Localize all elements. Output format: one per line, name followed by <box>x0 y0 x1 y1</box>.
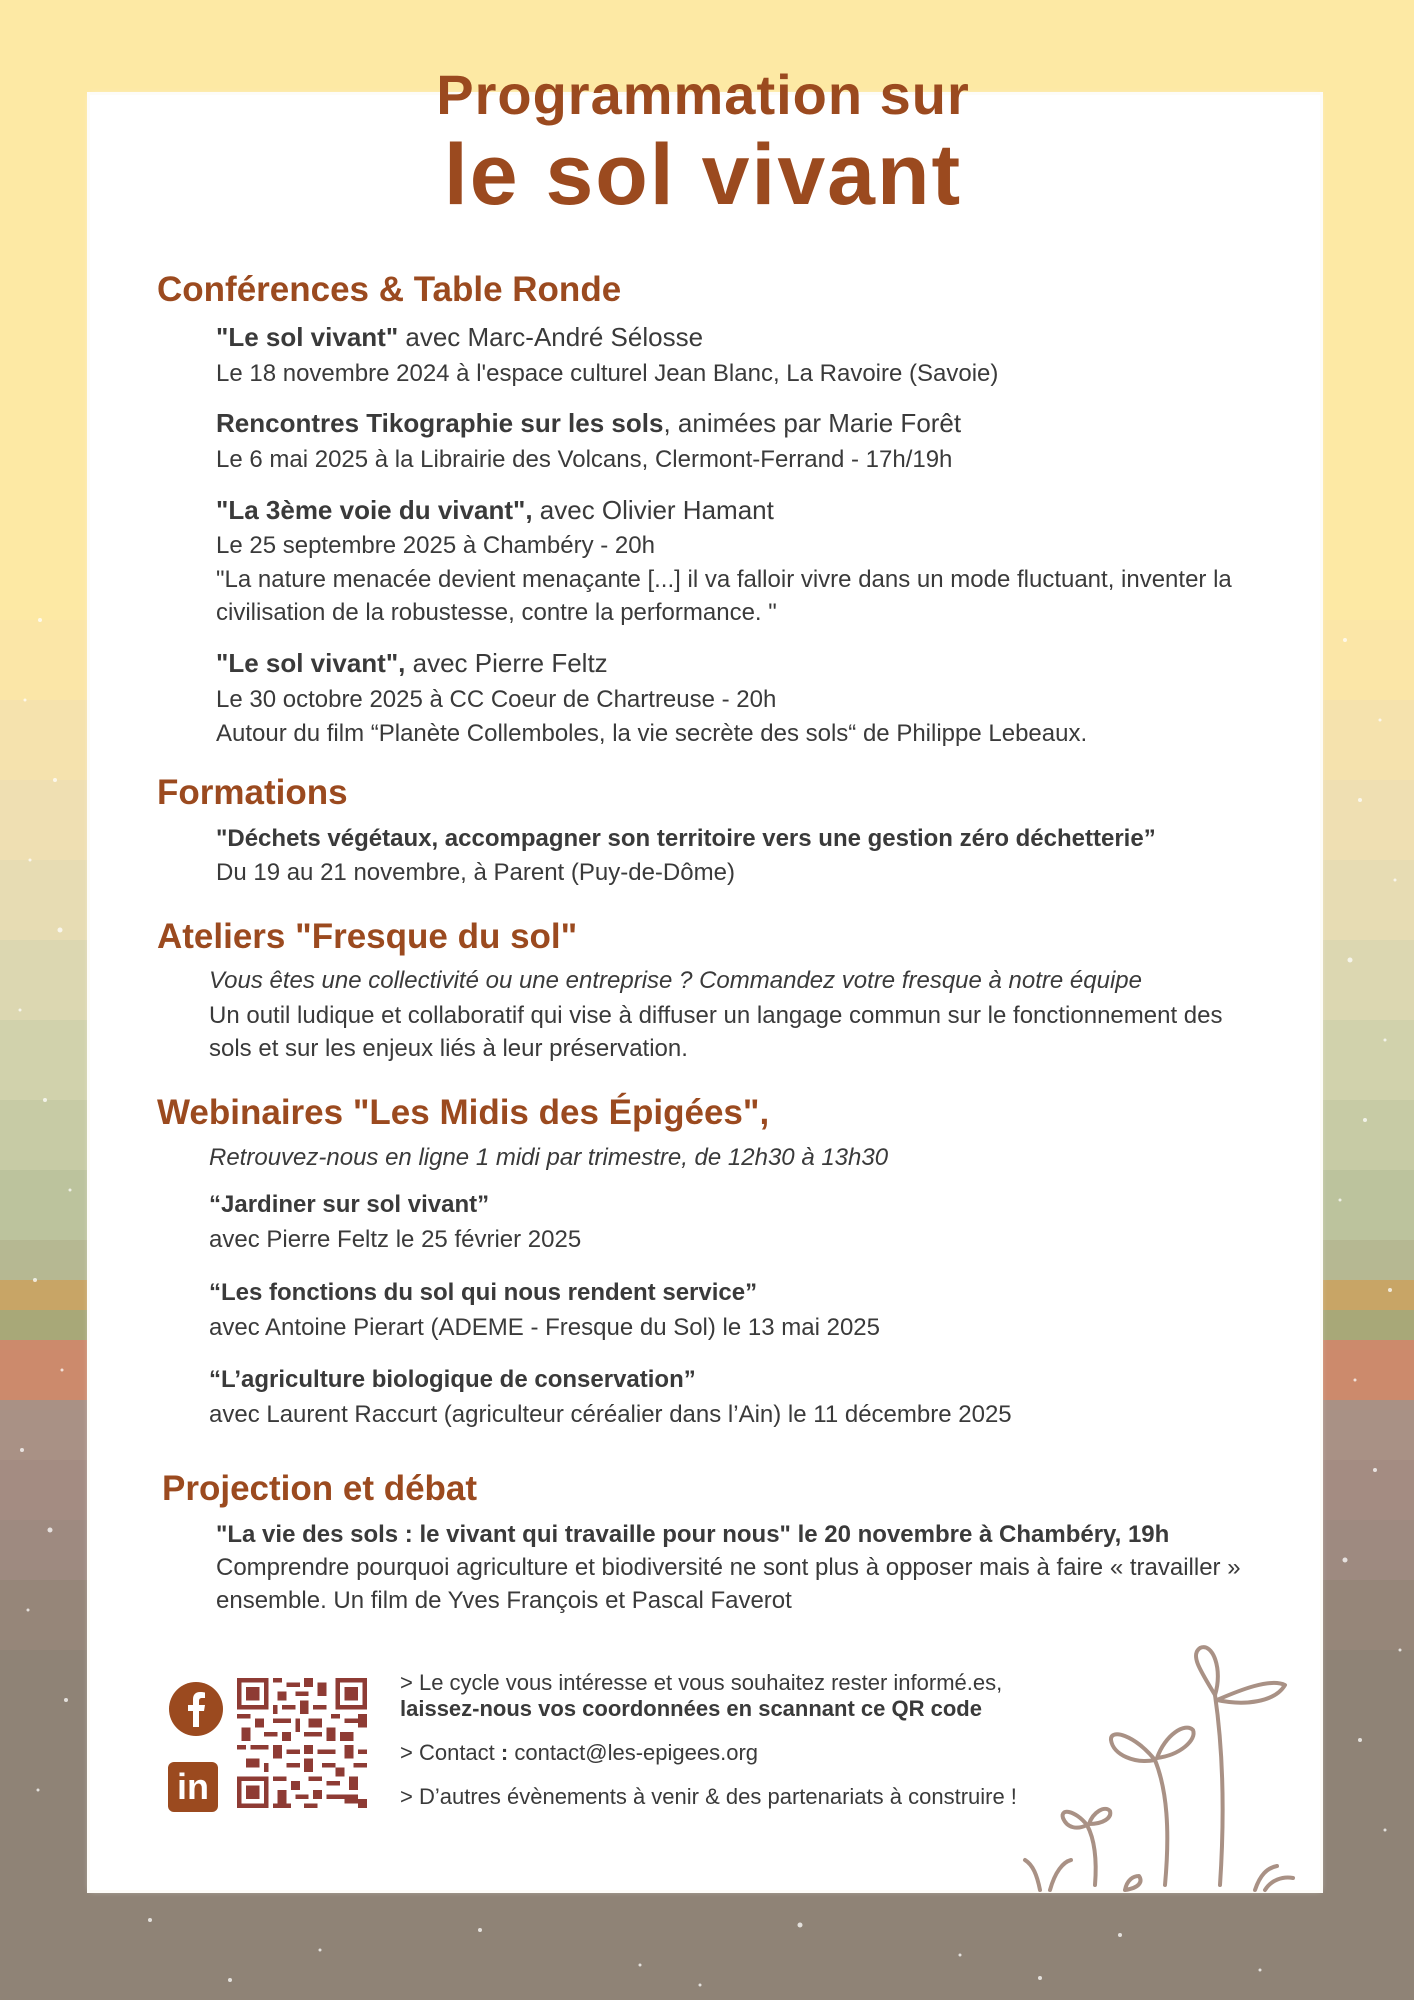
projection-heading: Projection et débat <box>162 1469 478 1508</box>
conference-1-line: Le 18 novembre 2024 à l'espace culturel Jean Blanc, La Ravoire (Savoie) <box>216 360 999 387</box>
conferences-heading: Conférences & Table Ronde <box>157 270 622 309</box>
conference-3-line-3: civilisation de la robustesse, contre la performance. " <box>216 599 777 626</box>
projection-line-2: ensemble. Un film de Yves François et Pascal Faverot <box>216 1587 792 1614</box>
conference-2-title: Rencontres Tikographie sur les sols, animées par Marie Forêt <box>216 408 962 438</box>
footer-line-1: > Le cycle vous intéresse et vous souhaitez rester informé.es, <box>400 1670 1003 1695</box>
contact-email-link[interactable]: contact@les-epigees.org <box>514 1740 759 1765</box>
conference-4-line-2: Autour du film “Planète Collemboles, la vie secrète des sols“ de Philippe Lebeaux. <box>216 720 1088 747</box>
facebook-icon[interactable] <box>168 1681 224 1737</box>
webinaires-heading: Webinaires "Les Midis des Épigées", <box>157 1093 770 1132</box>
formations-heading: Formations <box>157 773 348 812</box>
webinaires-intro: Retrouvez-nous en ligne 1 midi par trimestre, de 12h30 à 13h30 <box>209 1144 889 1171</box>
linkedin-icon[interactable]: in <box>168 1762 218 1812</box>
webinaire-2-title: “Les fonctions du sol qui nous rendent service” <box>209 1279 758 1306</box>
conference-4-title: "Le sol vivant", avec Pierre Feltz <box>216 648 608 678</box>
formation-line: Du 19 au 21 novembre, à Parent (Puy-de-Dôme) <box>216 859 735 886</box>
projection-line-1: Comprendre pourquoi agriculture et biodiversité ne sont plus à opposer mais à faire « travailler » <box>216 1554 1241 1581</box>
projection-title: "La vie des sols : le vivant qui travaille pour nous" le 20 novembre à Chambéry, 19h <box>216 1521 1170 1548</box>
ateliers-heading: Ateliers "Fresque du sol" <box>157 917 578 956</box>
footer-contact: > Contact : contact@les-epigees.org <box>400 1740 759 1765</box>
conference-3-line-1: Le 25 septembre 2025 à Chambéry - 20h <box>216 532 655 559</box>
sprouts-illustration <box>1015 1640 1315 1900</box>
footer-line-4: > D’autres évènements à venir & des partenariats à construire ! <box>400 1784 1017 1809</box>
footer-line-2: laissez-nous vos coordonnées en scannant ce QR code <box>400 1696 982 1721</box>
formation-title: "Déchets végétaux, accompagner son territoire vers une gestion zéro déchetterie” <box>216 825 1156 852</box>
webinaire-3-line: avec Laurent Raccurt (agriculteur céréalier dans l’Ain) le 11 décembre 2025 <box>209 1401 1012 1428</box>
conference-4-line-1: Le 30 octobre 2025 à CC Coeur de Chartreuse - 20h <box>216 686 777 713</box>
webinaire-1-title: “Jardiner sur sol vivant” <box>209 1191 490 1218</box>
qr-code[interactable] <box>237 1678 367 1808</box>
conference-2-line: Le 6 mai 2025 à la Librairie des Volcans, Clermont-Ferrand - 17h/19h <box>216 446 953 473</box>
ateliers-line-1: Un outil ludique et collaboratif qui vise à diffuser un langage commun sur le fonctionnement des <box>209 1002 1223 1029</box>
ateliers-intro: Vous êtes une collectivité ou une entreprise ? Commandez votre fresque à notre équipe <box>209 967 1142 994</box>
conference-3-title: "La 3ème voie du vivant", avec Olivier Hamant <box>216 495 774 525</box>
webinaire-1-line: avec Pierre Feltz le 25 février 2025 <box>209 1226 582 1253</box>
conference-3-line-2: "La nature menacée devient menaçante [...] il va falloir vivre dans un mode fluctuant, inventer la <box>216 566 1232 593</box>
title-line-1: Programmation sur <box>436 63 970 126</box>
title-line-2: le sol vivant <box>443 127 963 223</box>
conference-1-title: "Le sol vivant" avec Marc-André Sélosse <box>216 322 704 352</box>
webinaire-2-line: avec Antoine Pierart (ADEME - Fresque du Sol) le 13 mai 2025 <box>209 1314 880 1341</box>
ateliers-line-2: sols et sur les enjeux liés à leur préservation. <box>209 1035 688 1062</box>
webinaire-3-title: “L’agriculture biologique de conservation” <box>209 1366 696 1393</box>
